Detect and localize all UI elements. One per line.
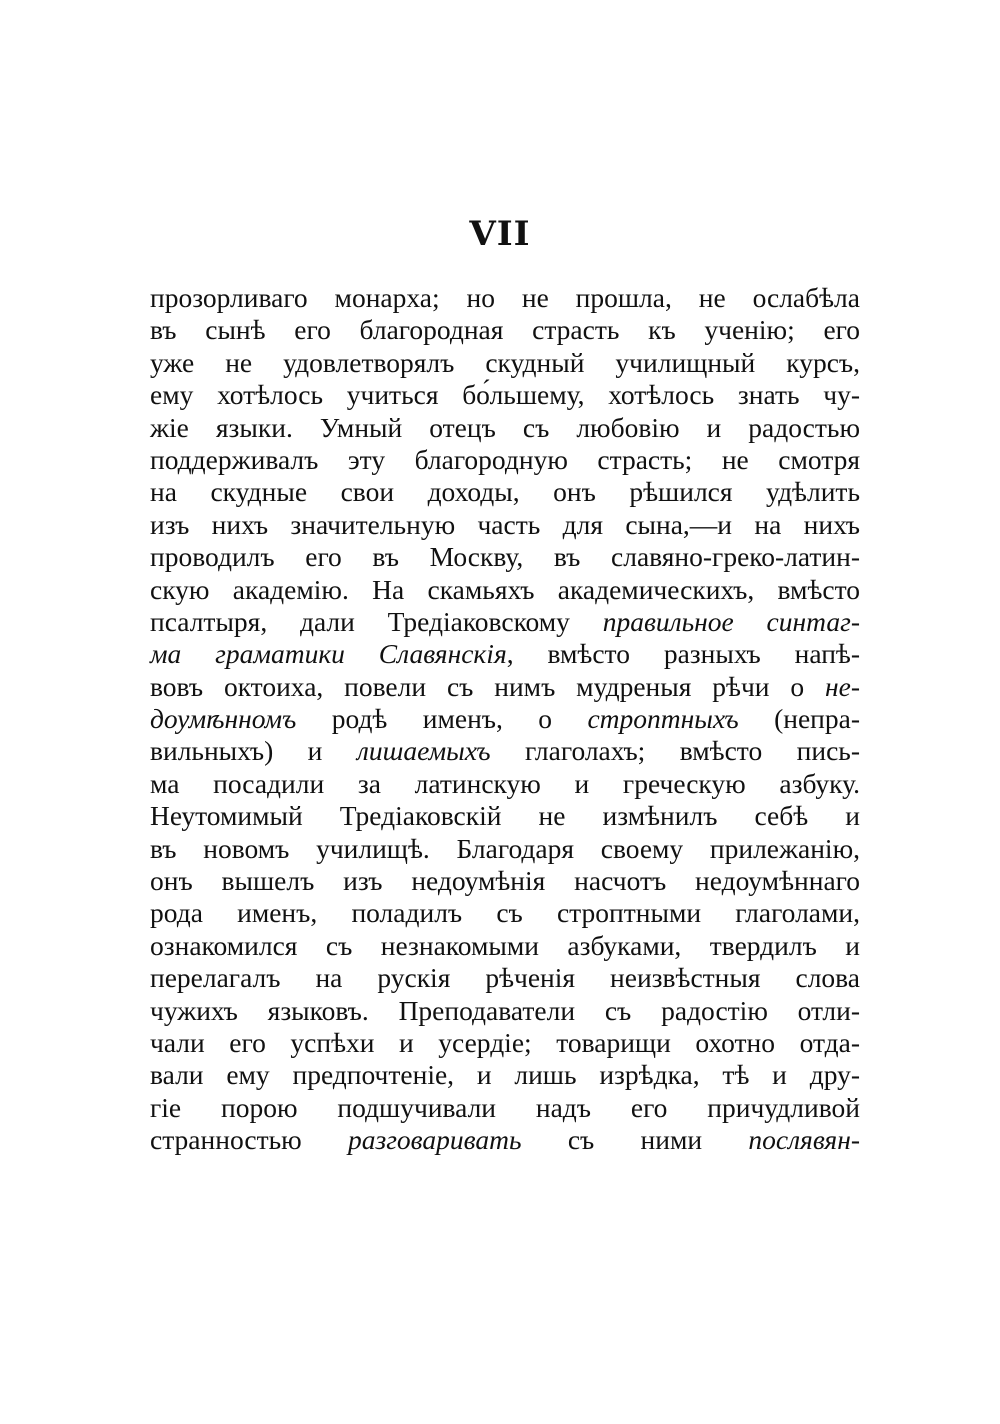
text-line [150,995,860,1027]
text-run: перелагалъ на рускія рѣченія неизвѣстныя слова [150,962,860,994]
text-run: вовъ октоиха, повели съ нимъ мудреныя рѣчи о [150,670,825,702]
text-line [150,800,860,832]
italic-run: доумѣнномъ [150,703,297,735]
text-run: ему хотѣлось учиться бо́льшему, хотѣлось знать чу- [150,379,860,411]
text-line [150,735,860,767]
text-run: рода именъ, поладилъ съ строптными глаголами, [150,897,860,929]
text-run: чужихъ языковъ. Преподаватели съ радостію отли- [150,994,860,1026]
text-line [150,1124,860,1156]
italic-run: разговаривать [347,1124,522,1156]
text-line [150,671,860,703]
text-line [150,412,860,444]
text-line [150,541,860,573]
italic-run: послявян- [748,1124,860,1156]
text-run: въ новомъ училищѣ. Благодаря своему прилежанію, [150,832,860,864]
italic-run: лишаемыхъ [356,735,491,767]
text-run: на скудные свои доходы, онъ рѣшился удѣлить [150,476,860,508]
text-run: ознакомился съ незнакомыми азбуками, твердилъ и [150,929,860,961]
text-run: поддерживалъ эту благородную страсть; не смотря [150,443,860,475]
text-line [150,930,860,962]
text-run: , вмѣсто разныхъ напѣ- [506,638,861,670]
text-line [150,703,860,735]
text-line [150,833,860,865]
text-line [150,574,860,606]
text-line [150,638,860,670]
italic-run: правильное синтаг- [602,605,860,637]
text-run: прозорливаго монарха; но не прошла, не ослабѣла [150,282,860,313]
text-run: вали ему предпочтеніе, и лишь изрѣдка, тѣ и дру- [150,1059,860,1091]
text-line [150,1027,860,1059]
page-number: VII [469,214,531,254]
text-run: чали его успѣхи и усердіе; товарищи охотно отда- [150,1026,860,1058]
text-line [150,606,860,638]
text-line [150,347,860,379]
text-line [150,282,860,314]
text-run: ма посадили за латинскую и греческую азбуку. [150,767,860,799]
text-run: онъ вышелъ изъ недоумѣнія насчотъ недоумѣннаго [150,865,860,897]
text-run: уже не удовлетворялъ скудный училищный курсъ, [150,346,860,378]
text-line [150,1092,860,1124]
text-line [150,897,860,929]
text-line [150,962,860,994]
italic-run: строптныхъ [587,703,739,735]
body-text [150,282,860,1157]
text-run: родѣ именъ, о [296,703,588,735]
text-run: въ сынѣ его благородная страсть къ ученію; его [150,314,860,346]
text-run: вильныхъ) и [150,735,357,767]
text-line [150,1059,860,1091]
text-run: странностью [150,1124,348,1156]
text-line [150,444,860,476]
text-run: съ ними [521,1124,749,1156]
text-line [150,379,860,411]
text-run: глаголахъ; вмѣсто пись- [490,735,860,767]
text-run: псалтыря, дали Тредіаковскому [150,605,603,637]
italic-run: ма граматики Славянскія [150,638,507,670]
text-run: проводилъ его въ Москву, въ славяно-греко-латин- [150,541,860,573]
text-run: Неутомимый Тредіаковскій не измѣнилъ себѣ и [150,800,860,832]
text-line [150,314,860,346]
text-line [150,865,860,897]
text-line [150,509,860,541]
text-run: изъ нихъ значительную часть для сына,—и на нихъ [150,508,860,540]
text-line [150,768,860,800]
text-line [150,476,860,508]
italic-run: не- [824,670,860,702]
text-run: гіе порою подшучивали надъ его причудливой [150,1091,860,1123]
text-run: скую академію. На скамьяхъ академическихъ, вмѣсто [150,573,860,605]
text-run: жіе языки. Умный отецъ съ любовію и радостью [150,411,860,443]
text-run: (непра- [738,703,860,735]
